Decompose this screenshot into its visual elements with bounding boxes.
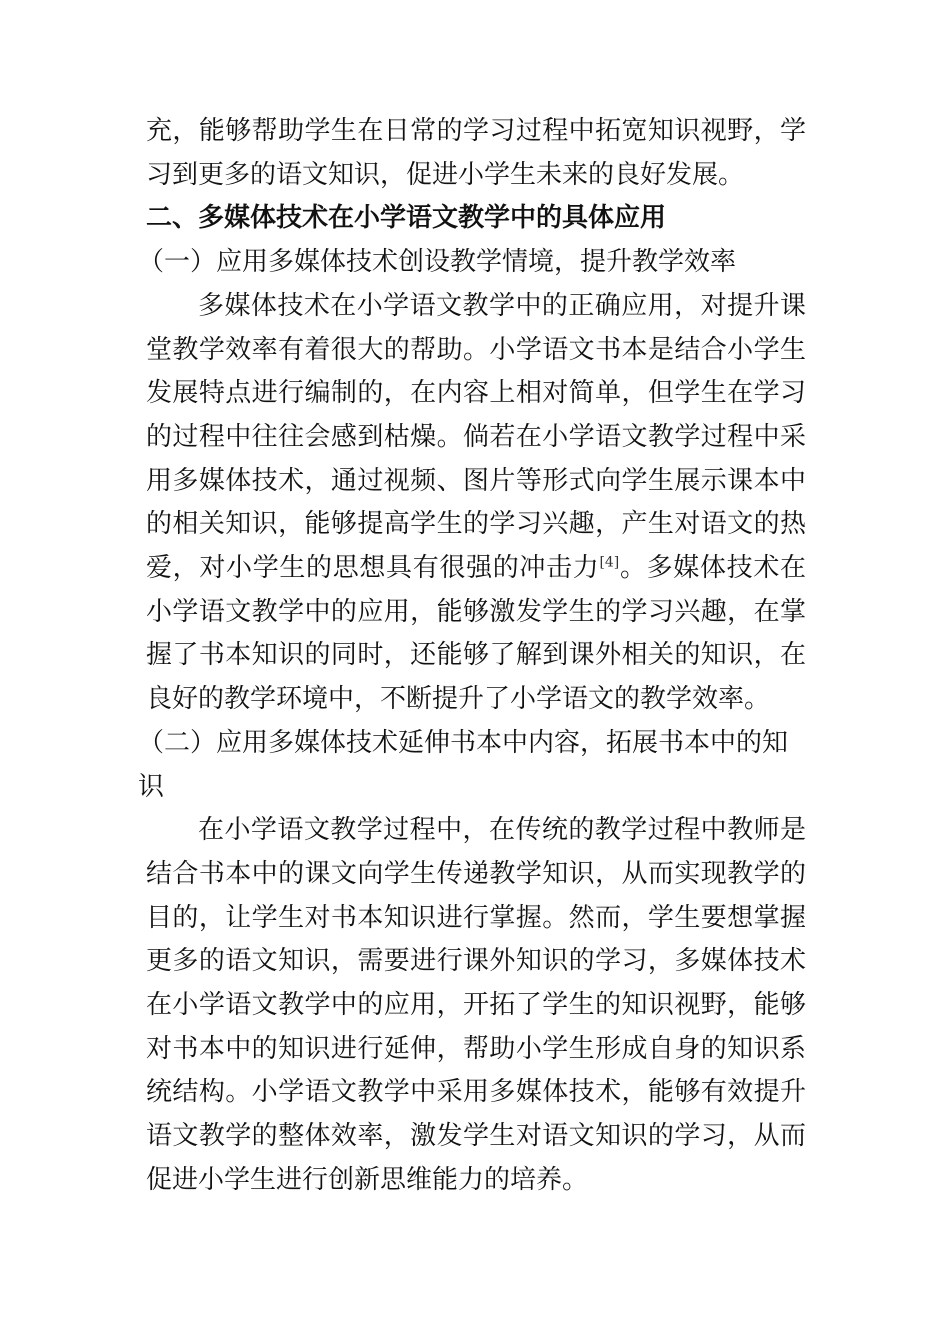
- subsection-1-paragraph: [146, 285, 806, 722]
- document-body: [138, 110, 806, 1203]
- subsection-1-paragraph-text-b: 。多媒体技术在小学语文教学中的应用，能够激发学生的学习兴趣，在掌握了书本知识的同时，还能够了解到课外相关的知识，在良好的教学环境中，不断提升了小学语文的教学效率。: [146, 553, 806, 715]
- subsection-1-heading: （一）应用多媒体技术创设教学情境，提升教学效率: [138, 247, 737, 278]
- subsection-1-paragraph-text-a: 多媒体技术在小学语文教学中的正确应用，对提升课堂教学效率有着很大的帮助。小学语文书本是结合小学生发展特点进行编制的，在内容上相对简单，但学生在学习的过程中往往会感到枯燥。倘若在小学语文教学过程中采用多媒体技术，通过视频、图片等形式向学生展示课本中的相关知识，能够提高学生的学习兴趣，产生对语文的热爱，对小学生的思想具有很强的冲击力: [146, 290, 806, 584]
- subsection-2-heading: （二）应用多媒体技术延伸书本中内容，拓展书本中的知识: [138, 727, 789, 802]
- subsection-2-paragraph: 在小学语文教学过程中，在传统的教学过程中教师是结合书本中的课文向学生传递教学知识，从而实现教学的目的，让学生对书本知识进行掌握。然而，学生要想掌握更多的语文知识，需要进行课外知识的学习，多媒体技术在小学语文教学中的应用，开拓了学生的知识视野，能够对书本中的知识进行延伸，帮助小学生形成自身的知识系统结构。小学语文教学中采用多媒体技术，能够有效提升语文教学的整体效率，激发学生对语文知识的学习，从而促进小学生进行创新思维能力的培养。: [146, 815, 806, 1195]
- citation-marker: [4]: [599, 554, 620, 571]
- continuation-paragraph: 充，能够帮助学生在日常的学习过程中拓宽知识视野，学习到更多的语文知识，促进小学生未来的良好发展。: [146, 116, 806, 190]
- section-heading: 二、多媒体技术在小学语文教学中的具体应用: [146, 203, 667, 234]
